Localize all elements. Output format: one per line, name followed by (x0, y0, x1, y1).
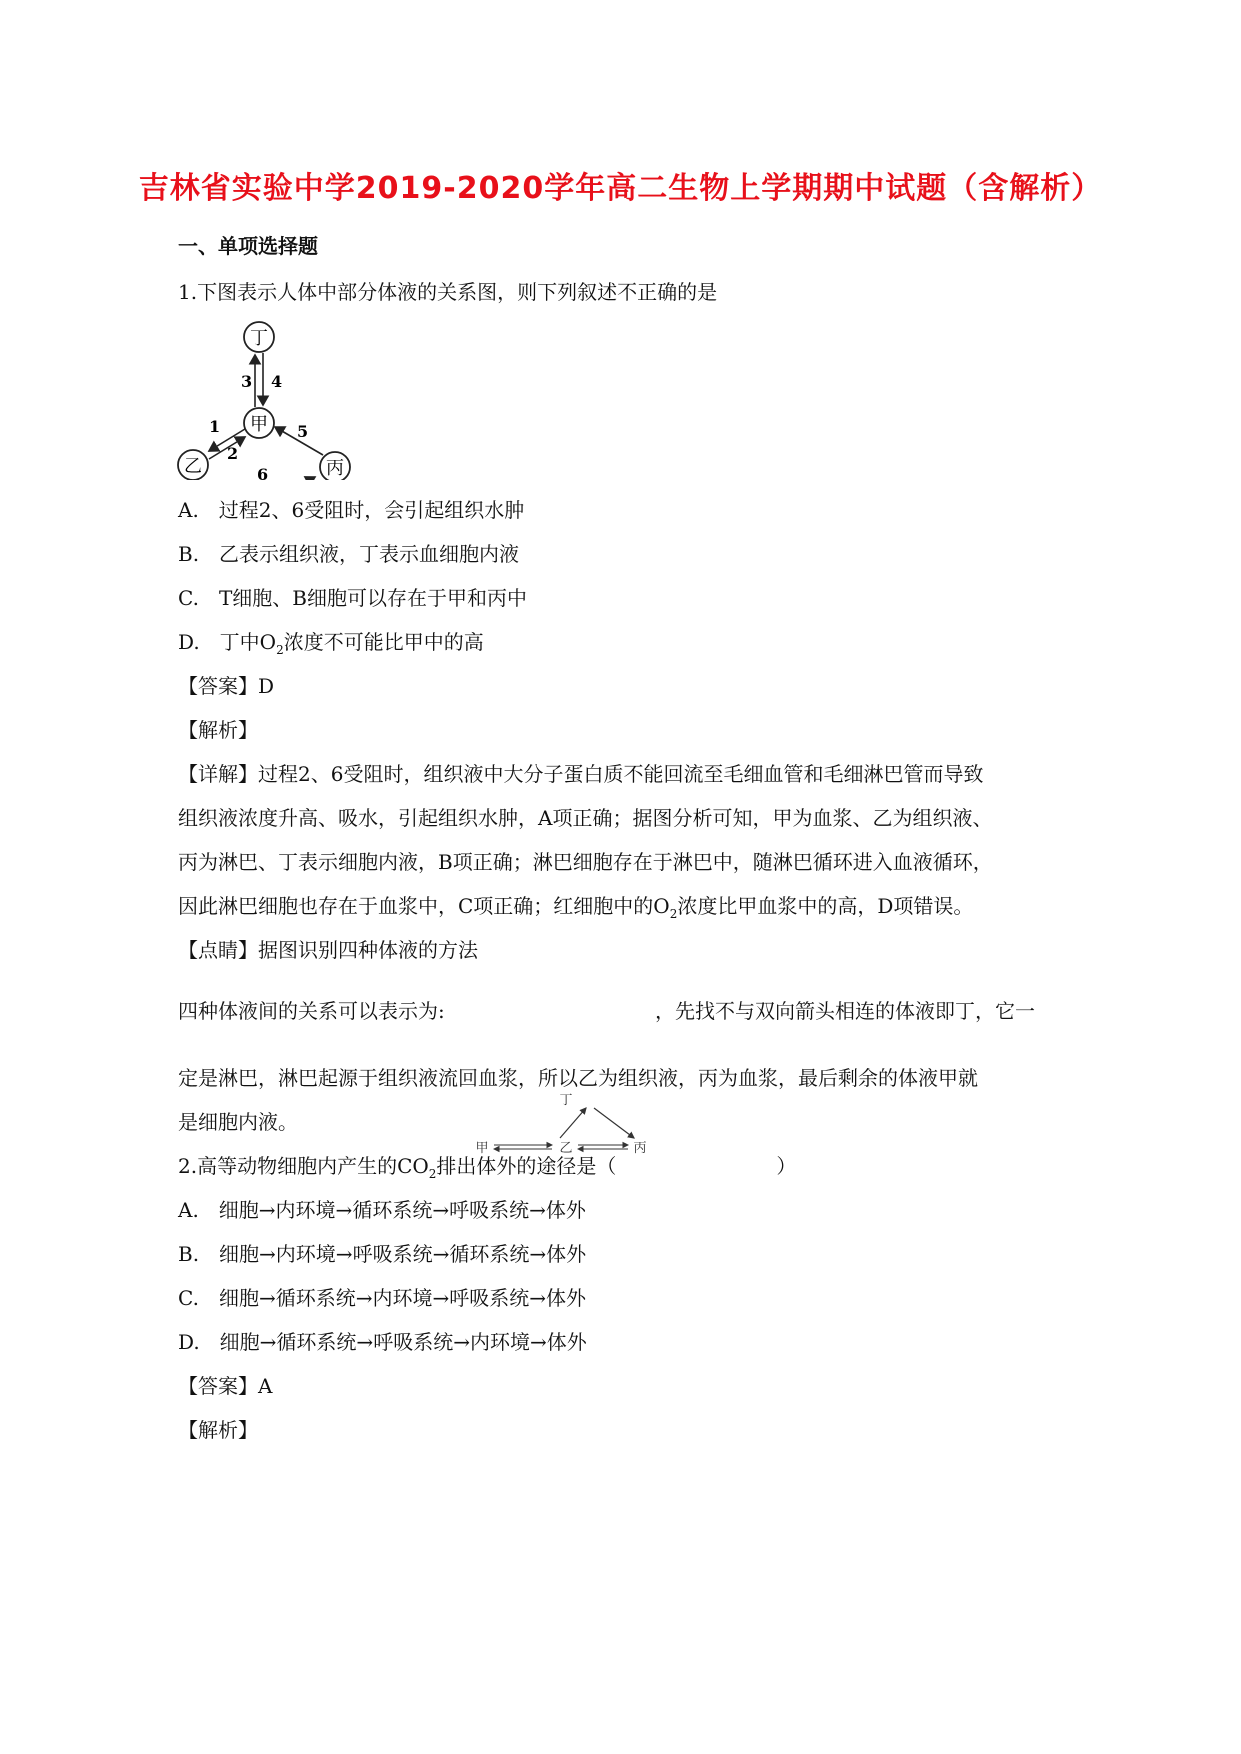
q2-option-c: C. 细胞→循环系统→内环境→呼吸系统→体外 (178, 1286, 586, 1310)
q1-conclusion-line-1: 定是淋巴，淋巴起源于组织液流回血浆，所以乙为组织液，丙为血浆，最后剩余的体液甲就 (178, 1066, 978, 1090)
q2-option-d: D. 细胞→循环系统→呼吸系统→内环境→体外 (178, 1330, 587, 1354)
q2-option-b: B. 细胞→内环境→呼吸系统→循环系统→体外 (178, 1242, 587, 1266)
page-title: 吉林省实验中学2019-2020学年高二生物上学期期中试题（含解析） (138, 171, 1103, 206)
relation-intro: 四种体液间的关系可以表示为: (178, 999, 445, 1023)
q2-analysis-label: 【解析】 (178, 1418, 258, 1442)
label-5: 5 (297, 422, 309, 441)
q1-detail-line-1: 【详解】过程2、6受阻时，组织液中大分子蛋白质不能回流至毛细血管和毛细淋巴管而导致 (178, 762, 984, 786)
label-1: 1 (209, 417, 221, 436)
q1-detail-line-3: 丙为淋巴、丁表示细胞内液，B项正确；淋巴细胞存在于淋巴中，随淋巴循环进入血液循环， (178, 850, 993, 874)
label-2: 2 (227, 444, 239, 463)
rel-arrow-ding-bing (594, 1108, 634, 1138)
body-fluid-diagram (175, 315, 375, 480)
q1-option-d: D. 丁中$O_2$浓度不可能比甲中的高 (178, 630, 484, 657)
q2-option-a: A. 细胞→内环境→循环系统→呼吸系统→体外 (178, 1198, 586, 1222)
q1-answer: 【答案】D (178, 674, 275, 698)
node-bing: 丙 (326, 458, 344, 479)
rel-node-yi: 乙 (559, 1141, 573, 1156)
q1-detail-line-4: 因此淋巴细胞也存在于血浆中，C项正确；红细胞中的$O_2$浓度比甲血浆中的高，D项错误。 (178, 894, 974, 921)
q1-analysis-label: 【解析】 (178, 718, 258, 742)
rel-node-ding: 丁 (559, 1093, 573, 1108)
relation-continuation: ，先找不与双向箭头相连的体液即丁，它一 (655, 999, 1035, 1023)
rel-arrow-yi-ding (560, 1108, 586, 1138)
label-3: 3 (241, 372, 253, 391)
q1-option-c: C. T细胞、B细胞可以存在于甲和丙中 (178, 586, 527, 610)
q2-stem: 2.高等动物细胞内产生的$CO_2$排出体外的途径是（ ） (178, 1154, 797, 1181)
label-6: 6 (257, 465, 269, 480)
rel-node-jia: 甲 (475, 1141, 489, 1156)
q1-option-a: A. 过程2、6受阻时，会引起组织水肿 (178, 498, 525, 522)
section-heading: 一、单项选择题 (178, 234, 318, 258)
label-4: 4 (271, 372, 283, 391)
node-yi: 乙 (184, 456, 202, 477)
q1-key-point: 【点睛】据图识别四种体液的方法 (178, 938, 478, 962)
rel-node-bing: 丙 (633, 1141, 647, 1156)
q2-answer: 【答案】A (178, 1374, 273, 1398)
q1-conclusion-line-2: 是细胞内液。 (178, 1110, 298, 1134)
q1-detail-line-2: 组织液浓度升高、吸水，引起组织水肿，A项正确；据图分析可知，甲为血浆、乙为组织液、 (178, 806, 993, 830)
node-jia: 甲 (250, 414, 268, 435)
q1-stem: 1.下图表示人体中部分体液的关系图，则下列叙述不正确的是 (178, 280, 718, 304)
node-ding: 丁 (250, 328, 268, 349)
q1-option-b: B. 乙表示组织液，丁表示血细胞内液 (178, 542, 520, 566)
